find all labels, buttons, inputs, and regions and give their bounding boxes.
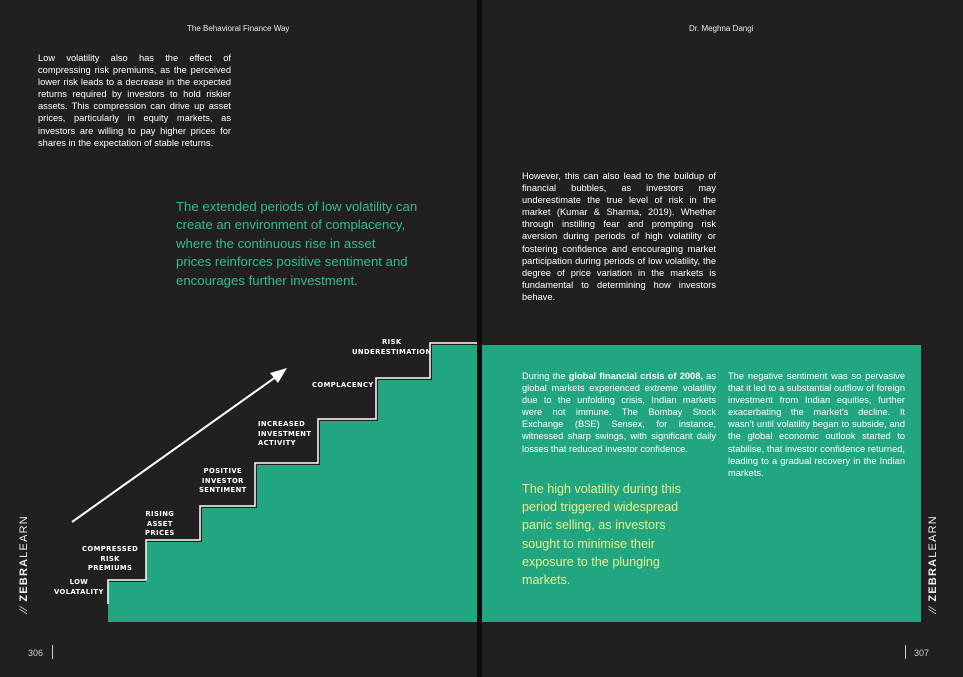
- negative-sentiment-paragraph: The negative sentiment was so pervasive that it led to a substantial outflow of foreign investment from Indian equities, further exacerbating the market's decline. It wasn't until volatility began to subside, and the global economic outlook started to stabilise, that investor confidence returned, leading to a gradual recovery in the Indian markets.: [728, 371, 905, 478]
- page-number-divider: [905, 645, 906, 659]
- running-head-left: The Behavioral Finance Way: [187, 24, 290, 33]
- pull-quote-line: The extended periods of low volatility can: [176, 199, 418, 214]
- step-label-positive-investor-sentiment: POSITIVE INVESTOR SENTIMENT: [199, 467, 247, 494]
- page-number-left: 306: [28, 648, 44, 658]
- pull-quote-line: prices reinforces positive sentiment and: [176, 254, 408, 270]
- running-head-right: Dr. Meghna Dangi: [689, 24, 754, 33]
- step-label-compressed-risk-premiums: COMPRESSED RISK PREMIUMS: [82, 545, 139, 572]
- step-label-low-volatility: LOW VOLATALITY: [54, 578, 104, 596]
- pull-quote-line: where the continuous rise in asset: [176, 235, 376, 251]
- bubbles-paragraph: However, this can also lead to the buildup of financial bubbles, as investors may underestimate the true level of risk in the market (Kumar & Sharma, 2019). Whether through instilling fear and prompting risk aversion during periods of high volatility or fostering confidence and encouraging market participation during periods of low volatility, the degree of price variation in the markets is fundamental to determining how investors behave.: [522, 171, 716, 302]
- step-label-rising-asset-prices: RISING ASSET PRICES: [145, 510, 175, 537]
- left-page: [0, 0, 478, 677]
- page-number-divider: [52, 645, 53, 659]
- trend-arrow-head: [270, 368, 287, 383]
- right-page: [482, 0, 963, 677]
- brand-mark-icon: ⁄⁄: [18, 601, 30, 612]
- brand-logo-left: ⁄⁄ ZEBRALEARN: [18, 515, 30, 612]
- step-label-risk-underestimation: RISK UNDERESTIMATION: [352, 338, 432, 356]
- crisis-paragraph: During the global financial crisis of 2008, as global markets experienced extreme volatility due to the unfolding crisis, Indian markets were not immune. The Bombay Stock Exchange (BSE) Sensex, for instance, witnessed sharp swings, with significant daily losses that reduced investor confidence.: [522, 371, 716, 454]
- brand-mark-icon: ⁄⁄: [927, 601, 939, 612]
- step-label-complacency: COMPLACENCY: [312, 381, 374, 389]
- pull-quote-line: encourages further investment.: [176, 272, 358, 288]
- crisis-bold-phrase: global financial crisis of 2008,: [568, 371, 703, 381]
- brand-logo-right: ⁄⁄ ZEBRALEARN: [927, 515, 939, 612]
- page-number-right: 307: [914, 648, 930, 658]
- pull-quote-line: create an environment of complacency,: [176, 217, 406, 233]
- staircase-shape: [108, 345, 478, 622]
- highlight-quote: The high volatility during this period triggered widespread panic selling, as investors sought to minimise their exposure to the plunging markets.: [522, 482, 681, 588]
- step-label-increased-investment-activity: INCREASED INVESTMENT ACTIVITY: [258, 420, 312, 447]
- trend-arrow-line: [72, 374, 280, 522]
- intro-paragraph: Low volatility also has the effect of compressing risk premiums, as the perceived lower risk leads to a decrease in the expected returns required by investors to hold riskier assets. This compression can drive up asset prices, particularly in equity markets, as investors are willing to pay higher prices for shares in the expectation of stable returns.: [38, 53, 231, 148]
